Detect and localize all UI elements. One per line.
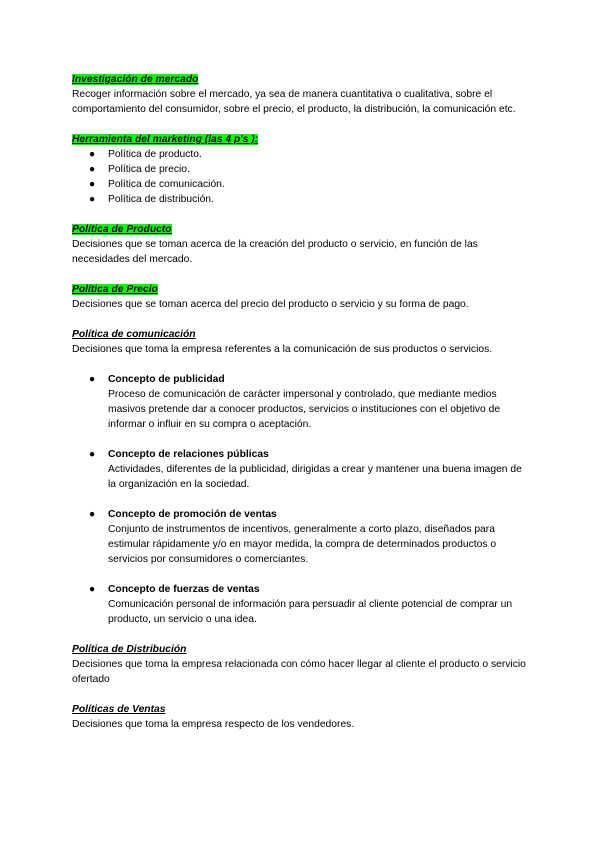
bullet-icon: ●	[89, 584, 96, 595]
section-title: Herramienta del marketing (las 4 p's ):	[72, 134, 259, 145]
section-investigacion	[72, 72, 528, 117]
section-title: Políticas de Ventas	[72, 704, 166, 715]
concept-text: Conjunto de instrumentos de incentivos, generalmente a corto plazo, diseñados para estimular rápidamente y/o en mayor medida, la compra de determinados productos o servicios por consumidores o comerciantes.	[108, 524, 497, 565]
list-item: ● Política de producto.	[89, 149, 202, 160]
section-distribucion	[72, 642, 528, 687]
list-item: ● Política de precio.	[89, 164, 190, 175]
section-title: Investigación de mercado	[72, 74, 199, 85]
document-page	[72, 72, 528, 732]
concept-title: Concepto de promoción de ventas	[108, 509, 277, 520]
list-item	[72, 507, 528, 567]
section-comunicacion	[72, 327, 528, 627]
section-precio	[72, 282, 528, 312]
section-title: Política de comunicación	[72, 329, 196, 340]
section-text: Decisiones que se toman acerca del precio del producto o servicio y su forma de pago.	[72, 299, 469, 310]
concept-title: Concepto de relaciones públicas	[108, 449, 269, 460]
section-title: Política de Distribución	[72, 644, 187, 655]
section-text: Recoger información sobre el mercado, ya sea de manera cuantitativa o cualitativa, sobre el comportamiento del consumidor, sobre el precio, el producto, la distribución, la comunicación etc.	[72, 89, 516, 115]
concept-text: Comunicación personal de información para persuadir al cliente potencial de comprar un producto, un servicio o una idea.	[108, 599, 513, 625]
section-text: Decisiones que toma la empresa relacionada con cómo hacer llegar al cliente el producto o servicio ofertado	[72, 659, 526, 685]
bullet-icon: ●	[89, 149, 96, 160]
list-item: ● Política de comunicación.	[89, 179, 225, 190]
section-ventas	[72, 702, 528, 732]
concept-title: Concepto de publicidad	[108, 374, 225, 385]
bullet-icon: ●	[89, 164, 96, 175]
concept-title: Concepto de fuerzas de ventas	[108, 584, 260, 595]
section-title: Política de Precio	[72, 284, 158, 295]
section-title: Política de Producto	[72, 224, 172, 235]
bullet-icon: ●	[89, 449, 96, 460]
bullet-icon: ●	[89, 179, 96, 190]
list-item	[72, 372, 528, 432]
list-item: ● Política de distribución.	[89, 194, 214, 205]
concept-text: Proceso de comunicación de carácter impersonal y controlado, que mediante medios masivos pretende dar a conocer productos, servicios o instituciones con el objetivo de informar o influir en su compra o aceptación.	[108, 389, 501, 430]
concepts-list	[72, 372, 528, 627]
concept-text: Actividades, diferentes de la publicidad, dirigidas a crear y mantener una buena imagen de la organización en la sociedad.	[108, 464, 522, 490]
section-text: Decisiones que se toman acerca de la creación del producto o servicio, en función de las necesidades del mercado.	[72, 239, 478, 265]
section-text: Decisiones que toma la empresa respecto de los vendedores.	[72, 719, 355, 730]
bullet-icon: ●	[89, 374, 96, 385]
section-text: Decisiones que toma la empresa referentes a la comunicación de sus productos o servicios.	[72, 344, 493, 355]
bullet-icon: ●	[89, 509, 96, 520]
section-herramienta	[72, 132, 528, 207]
section-producto	[72, 222, 528, 267]
bullet-icon: ●	[89, 194, 96, 205]
list-item	[72, 582, 528, 627]
tools-list	[72, 147, 528, 207]
list-item	[72, 447, 528, 492]
